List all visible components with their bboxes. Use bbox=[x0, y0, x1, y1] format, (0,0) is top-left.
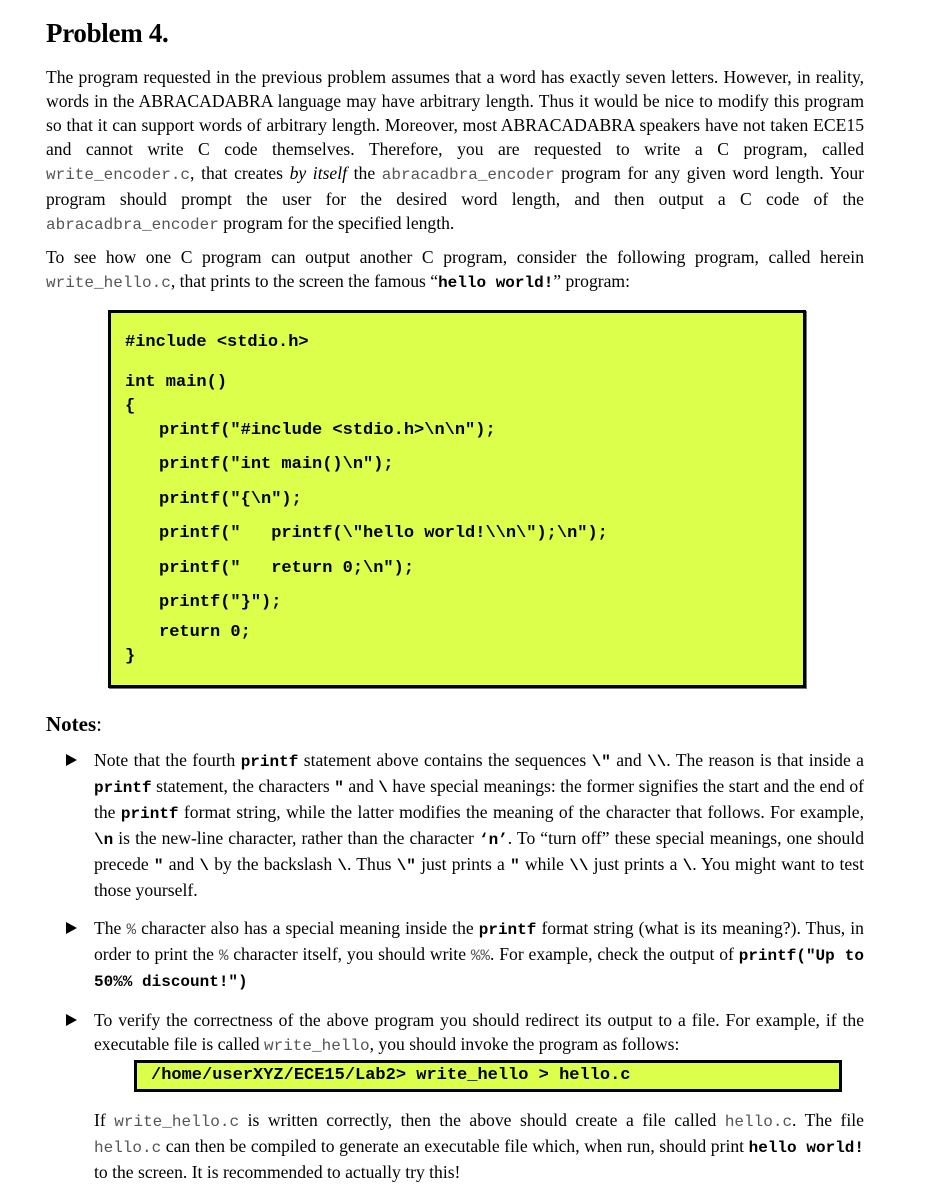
text: . To “turn off” these special meanings, one should precede bbox=[94, 828, 864, 874]
triangle-bullet-icon bbox=[66, 754, 77, 766]
text: can then be compiled to generate an executable file which, when run, should print bbox=[161, 1136, 749, 1156]
text: just prints a bbox=[415, 854, 511, 874]
text: Note that the fourth bbox=[94, 750, 241, 770]
code: printf bbox=[478, 921, 537, 939]
code-line: } bbox=[125, 647, 136, 666]
code-line: int main() bbox=[125, 373, 228, 392]
text: just prints a bbox=[588, 854, 683, 874]
text: is the new-line character, rather than the character bbox=[113, 828, 479, 848]
document-page bbox=[46, 18, 865, 1182]
notes-label: Notes bbox=[46, 712, 97, 736]
text: The bbox=[94, 918, 127, 938]
code: % bbox=[126, 921, 137, 939]
text: , you should invoke the program as follows: bbox=[369, 1034, 680, 1054]
closing-paragraph bbox=[94, 1108, 864, 1184]
problem-title: Problem 4. bbox=[46, 18, 169, 48]
text: . For example, check the output of bbox=[490, 944, 739, 964]
text: format string (what is its meaning?). Thus, in order to print the bbox=[94, 918, 864, 964]
emphasis: by itself bbox=[289, 163, 348, 183]
text: to the screen. It is recommended to actually try this! bbox=[94, 1162, 461, 1182]
text: character itself, you should write bbox=[228, 944, 471, 964]
text: , that prints to the screen the famous “ bbox=[170, 271, 439, 291]
filename: hello.c bbox=[94, 1139, 162, 1157]
text: and bbox=[163, 854, 200, 874]
text: If bbox=[94, 1110, 115, 1130]
code-line: #include <stdio.h> bbox=[125, 333, 309, 352]
code: hello world! bbox=[748, 1139, 865, 1157]
shell-command: /home/userXYZ/ECE15/Lab2> write_hello > hello.c bbox=[134, 1060, 842, 1092]
filename: write_hello.c bbox=[46, 274, 171, 292]
code: \" bbox=[396, 857, 416, 875]
code-line: printf("int main()\n"); bbox=[159, 455, 394, 474]
text: the bbox=[347, 163, 382, 183]
code: " bbox=[334, 779, 344, 797]
text: and bbox=[610, 750, 648, 770]
text: To verify the correctness of the above program you should redirect its output to a file. For example, if the executable file is called bbox=[94, 1010, 864, 1054]
program-name: abracadbra_encoder bbox=[46, 216, 219, 234]
text: . Thus bbox=[346, 854, 397, 874]
text: while bbox=[519, 854, 570, 874]
code: \ bbox=[337, 857, 347, 875]
text: . You might want to test those yourself. bbox=[94, 854, 864, 900]
code-line: return 0; bbox=[159, 623, 251, 642]
text: The program requested in the previous problem assumes that a word has exactly seven letters. However, in reality, words in the ABRACADABRA language may have arbitrary length. Thus it would be nice to modify this program so that it can support words of arbitrary length. Moreover, most ABRACADABRA speakers have not taken ECE15 and cannot write C code themselves. Therefore, you are requested to write a C program, called bbox=[46, 67, 864, 159]
text: program for the specified length. bbox=[218, 213, 455, 233]
code-line: { bbox=[125, 397, 136, 416]
text: , that creates bbox=[190, 163, 290, 183]
code: %% bbox=[470, 947, 491, 965]
code: \n bbox=[94, 831, 114, 849]
code: \ bbox=[378, 779, 388, 797]
code: printf("Up to 50%% discount!") bbox=[94, 947, 864, 991]
text: program for any given word length. Your program should prompt the user for the desired word length, and then output a C code of the bbox=[46, 163, 864, 209]
intro-paragraph-2 bbox=[46, 245, 864, 295]
text: format string, while the latter modifies the meaning of the character that follows. For example, bbox=[178, 802, 864, 822]
list-item bbox=[46, 748, 864, 902]
code: \\ bbox=[647, 753, 667, 771]
hello-world-code: hello world! bbox=[438, 274, 554, 292]
text: is written correctly, then the above should create a file called bbox=[239, 1110, 725, 1130]
triangle-bullet-icon bbox=[66, 1014, 77, 1026]
code-listing bbox=[108, 310, 806, 688]
triangle-bullet-icon bbox=[66, 922, 77, 934]
code: \" bbox=[591, 753, 611, 771]
text: statement above contains the sequences bbox=[298, 750, 592, 770]
code-line: printf(" printf(\"hello world!\\n\");\n"); bbox=[159, 524, 608, 543]
code-line: printf("{\n"); bbox=[159, 490, 302, 509]
code: \\ bbox=[569, 857, 589, 875]
text: have special meanings: the former signifies the start and the end of the bbox=[94, 776, 865, 822]
code: % bbox=[218, 947, 229, 965]
text: statement, the characters bbox=[151, 776, 335, 796]
text: by the backslash bbox=[208, 854, 338, 874]
text: To see how one C program can output another C program, consider the following program, called herein bbox=[46, 247, 864, 267]
notes-heading bbox=[46, 712, 102, 737]
filename: hello.c bbox=[724, 1113, 793, 1131]
intro-paragraph-1 bbox=[46, 65, 864, 237]
code-line: printf(" return 0;\n"); bbox=[159, 559, 415, 578]
code: printf bbox=[240, 753, 299, 771]
code: \ bbox=[199, 857, 209, 875]
code-line: printf("}"); bbox=[159, 593, 282, 612]
code: printf bbox=[94, 779, 152, 797]
filename: write_encoder.c bbox=[46, 166, 191, 184]
text: . The reason is that inside a bbox=[666, 750, 864, 770]
code-line: printf("#include <stdio.h>\n\n"); bbox=[159, 421, 496, 440]
program-name: abracadbra_encoder bbox=[381, 166, 555, 184]
filename: write_hello.c bbox=[114, 1113, 240, 1131]
list-item bbox=[46, 916, 864, 994]
text: . The file bbox=[792, 1110, 864, 1130]
code: printf bbox=[120, 805, 179, 823]
code: " bbox=[153, 857, 164, 875]
text: character also has a special meaning inside the bbox=[136, 918, 479, 938]
list-item bbox=[46, 1008, 864, 1058]
text: ” program: bbox=[553, 271, 630, 291]
text: : bbox=[96, 712, 102, 736]
code: " bbox=[510, 857, 520, 875]
code: ‘n’ bbox=[478, 831, 508, 849]
notes-list bbox=[46, 748, 864, 1058]
code: write_hello bbox=[263, 1037, 370, 1055]
text: and bbox=[343, 776, 379, 796]
code: \ bbox=[682, 857, 693, 875]
